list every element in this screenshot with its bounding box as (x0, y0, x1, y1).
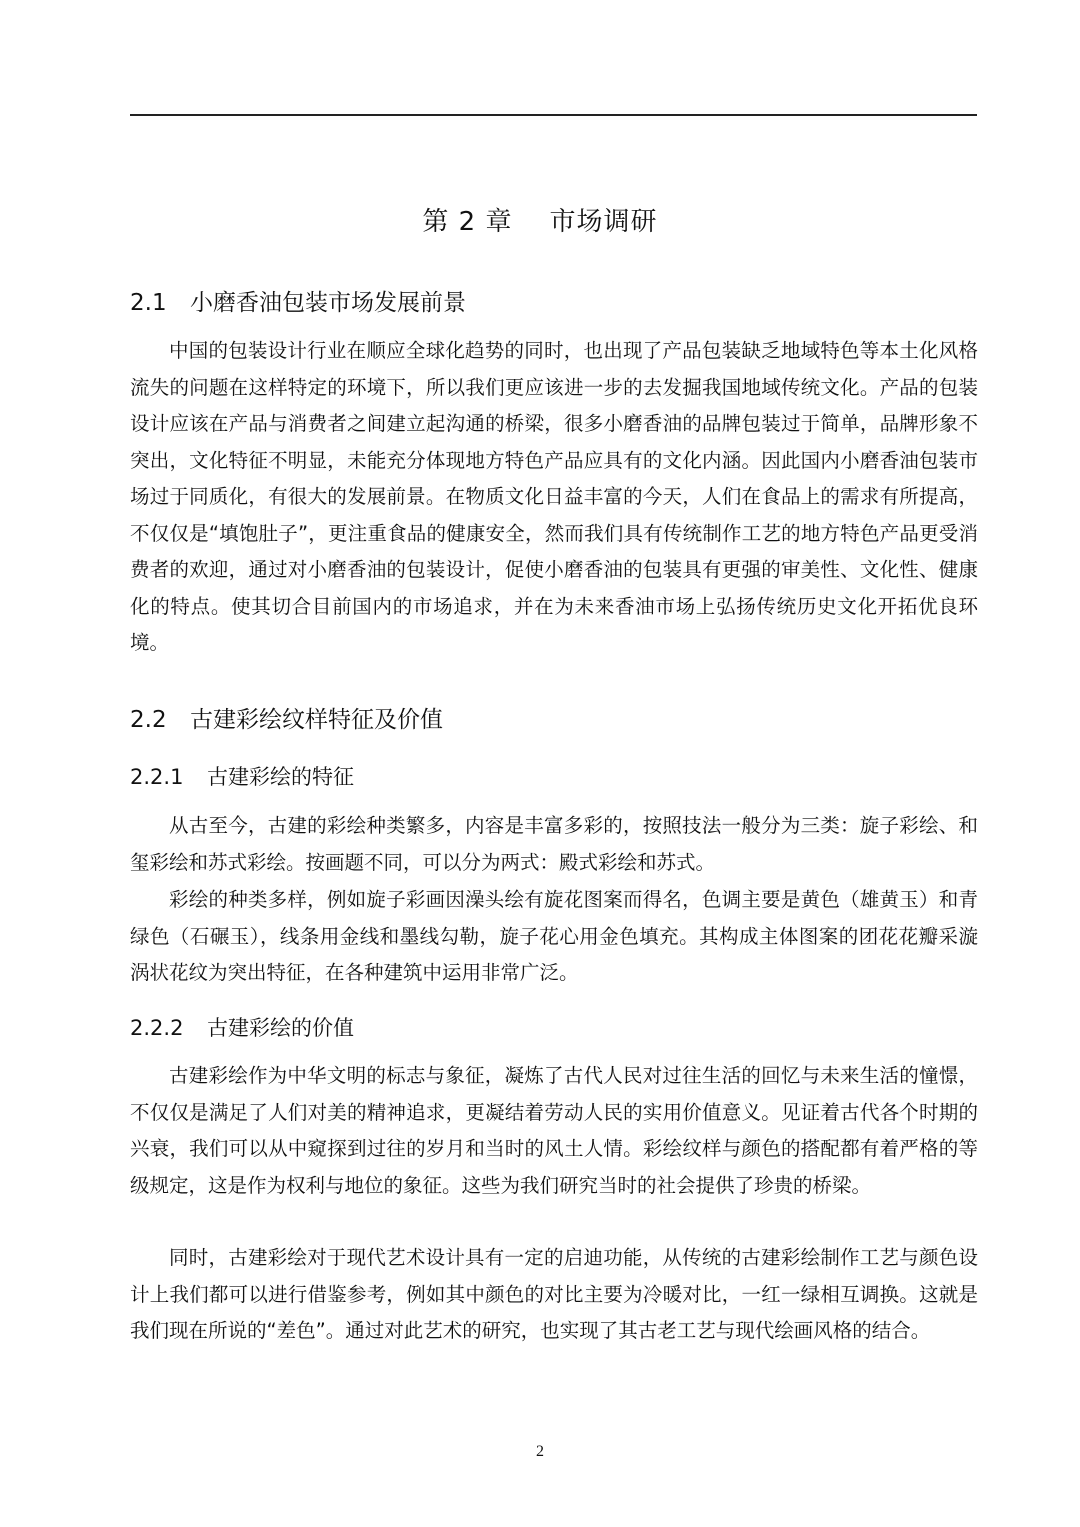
header-rule (130, 114, 977, 116)
section-heading-2-1 (130, 286, 466, 320)
section-heading-2-2 (130, 703, 443, 737)
section-number: 2.1 (130, 290, 167, 316)
subsection-heading-2-2-2 (130, 1012, 354, 1044)
section-title: 小磨香油包装市场发展前景 (190, 290, 466, 316)
subsection-title: 古建彩绘的特征 (207, 765, 354, 789)
subsection-title: 古建彩绘的价值 (207, 1016, 354, 1040)
subsection-number: 2.2.2 (130, 1016, 184, 1040)
chapter-title: 第 2 章 市场调研 (422, 207, 658, 237)
subsection-number: 2.2.1 (130, 765, 184, 789)
paragraph-painting-colors: 彩绘的种类多样，例如旋子彩画因澡头绘有旋花图案而得名，色调主要是黄色（雄黄玉）和青绿色（石碾玉），线条用金线和墨线勾勒，旋子花心用金色填充。其构成主体图案的团花花瓣采漩涡状花纹为突出特征，在各种建筑中运用非常广泛。 (130, 888, 978, 984)
page-number: 2 (536, 1443, 544, 1460)
paragraph-market-outlook: 中国的包装设计行业在顺应全球化趋势的同时，也出现了产品包装缺乏地域特色等本土化风格流失的问题在这样特定的环境下，所以我们更应该进一步的去发掘我国地域传统文化。产品的包装设计应该在产品与消费者之间建立起沟通的桥梁，很多小磨香油的品牌包装过于简单，品牌形象不突出，文化特征不明显，未能充分体现地方特色产品应具有的文化内涵。因此国内小磨香油包装市场过于同质化，有很大的发展前景。在物质文化日益丰富的今天，人们在食品上的需求有所提高，不仅仅是“填饱肚子”，更注重食品的健康安全，然而我们具有传统制作工艺的地方特色产品更受消费者的欢迎，通过对小磨香油的包装设计，促使小磨香油的包装具有更强的审美性、文化性、健康化的特点。使其切合目前国内的市场追求，并在为未来香油市场上弘扬传统历史文化开拓优良环境。 (130, 339, 978, 654)
section-title: 古建彩绘纹样特征及价值 (190, 707, 443, 733)
section-number: 2.2 (130, 707, 167, 733)
paragraph-painting-types: 从古至今，古建的彩绘种类繁多，内容是丰富多彩的，按照技法一般分为三类：旋子彩绘、和玺彩绘和苏式彩绘。按画题不同，可以分为两式：殿式彩绘和苏式。 (130, 814, 978, 874)
paragraph-painting-value: 古建彩绘作为中华文明的标志与象征，凝炼了古代人民对过往生活的回忆与未来生活的憧憬，不仅仅是满足了人们对美的精神追求，更凝结着劳动人民的实用价值意义。见证着古代各个时期的兴衰，我们可以从中窥探到过往的岁月和当时的风土人情。彩绘纹样与颜色的搭配都有着严格的等级规定，这是作为权利与地位的象征。这些为我们研究当时的社会提供了珍贵的桥梁。 (130, 1064, 978, 1197)
subsection-heading-2-2-1 (130, 761, 354, 793)
paragraph-design-inspiration: 同时，古建彩绘对于现代艺术设计具有一定的启迪功能，从传统的古建彩绘制作工艺与颜色设计上我们都可以进行借鉴参考，例如其中颜色的对比主要为冷暖对比，一红一绿相互调换。这就是我们现在所说的“差色”。通过对此艺术的研究，也实现了其古老工艺与现代绘画风格的结合。 (130, 1246, 978, 1342)
